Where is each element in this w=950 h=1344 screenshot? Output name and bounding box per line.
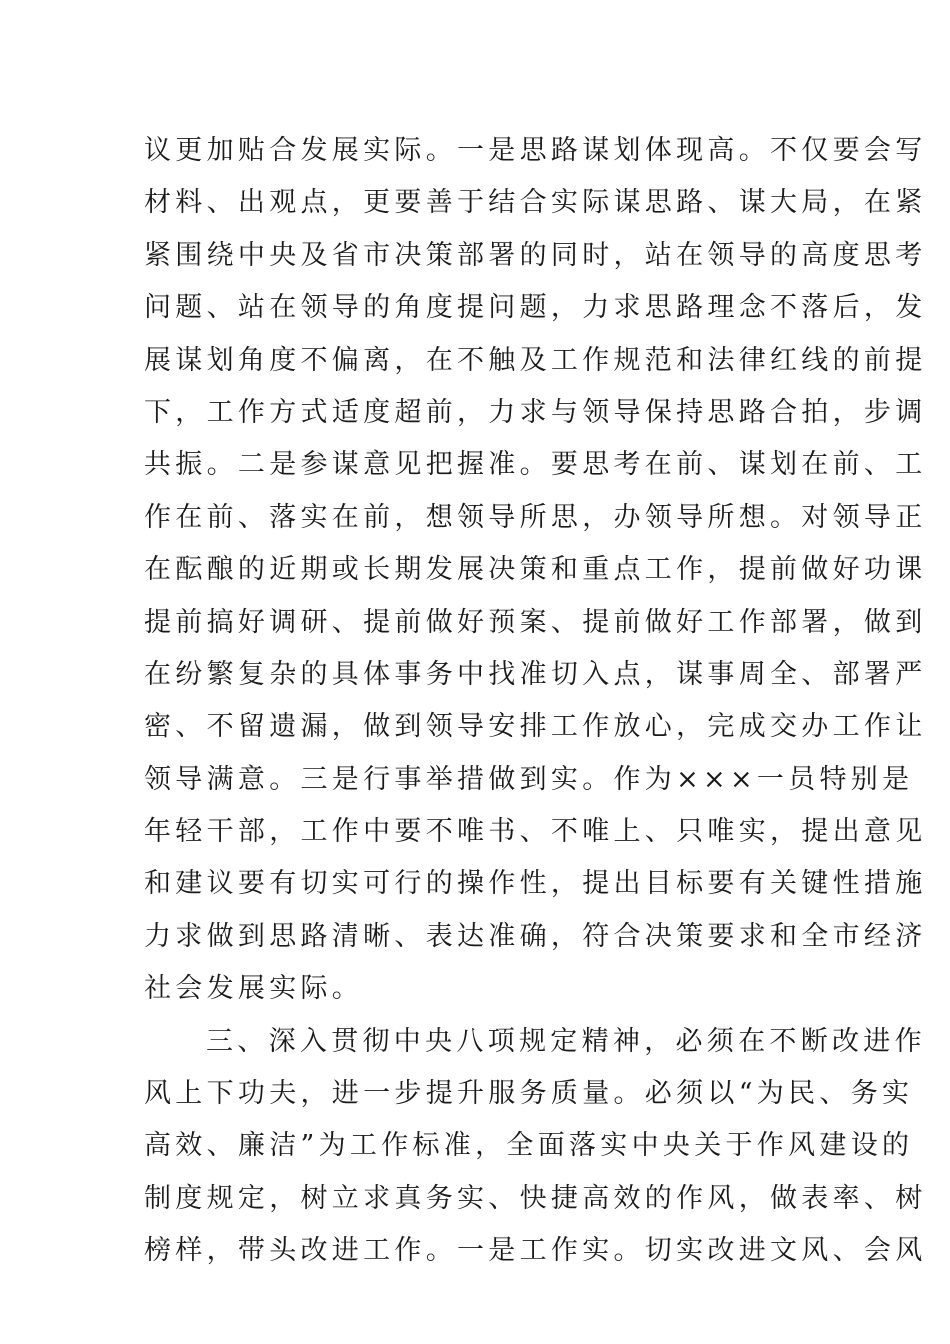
text-line: 作在前、落实在前，想领导所思，办领导所想。对领导正 — [144, 501, 927, 533]
text-line: 和建议要有切实可行的操作性，提出目标要有关键性措施 — [144, 868, 927, 900]
text-line: 制度规定，树立求真务实、快捷高效的作风，做表率、树 — [144, 1182, 927, 1214]
text-line: 下，工作方式适度超前，力求与领导保持思路合拍，步调 — [144, 396, 927, 428]
text-line: 领导满意。三是行事举措做到实。作为×××一员特别是 — [144, 763, 914, 795]
text-line: 问题、站在领导的角度提问题，力求思路理念不落后，发 — [144, 292, 927, 324]
text-line: 社会发展实际。 — [144, 973, 364, 1005]
text-line: 力求做到思路清晰、表达准确，符合决策要求和全市经济 — [144, 920, 927, 952]
text-line: 紧围绕中央及省市决策部署的同时，站在领导的高度思考 — [144, 239, 927, 271]
text-line: 提前搞好调研、提前做好预案、提前做好工作部署，做到 — [144, 606, 927, 638]
text-line: 展谋划角度不偏离，在不触及工作规范和法律红线的前提 — [144, 344, 927, 376]
text-line: 风上下功夫，进一步提升服务质量。必须以“为民、务实 — [144, 1078, 914, 1110]
text-line: 在纷繁复杂的具体事务中找准切入点，谋事周全、部署严 — [144, 658, 927, 690]
text-line: 材料、出观点，更要善于结合实际谋思路、谋大局，在紧 — [144, 187, 927, 219]
text-line: 密、不留遗漏，做到领导安排工作放心，完成交办工作让 — [144, 711, 927, 743]
text-line: 高效、廉洁”为工作标准，全面落实中央关于作风建设的 — [144, 1130, 914, 1162]
body-text — [144, 125, 927, 1278]
text-line: 榜样，带头改进工作。一是工作实。切实改进文风、会风 — [144, 1235, 927, 1267]
text-line: 年轻干部，工作中要不唯书、不唯上、只唯实，提出意见 — [144, 816, 927, 848]
paragraph-start-line: 三、深入贯彻中央八项规定精神，必须在不断改进作 — [206, 1025, 926, 1057]
text-line: 议更加贴合发展实际。一是思路谋划体现高。不仅要会写 — [144, 135, 927, 166]
text-line: 在酝酿的近期或长期发展决策和重点工作，提前做好功课 — [144, 554, 927, 586]
text-line: 共振。二是参谋意见把握准。要思考在前、谋划在前、工 — [144, 449, 927, 481]
